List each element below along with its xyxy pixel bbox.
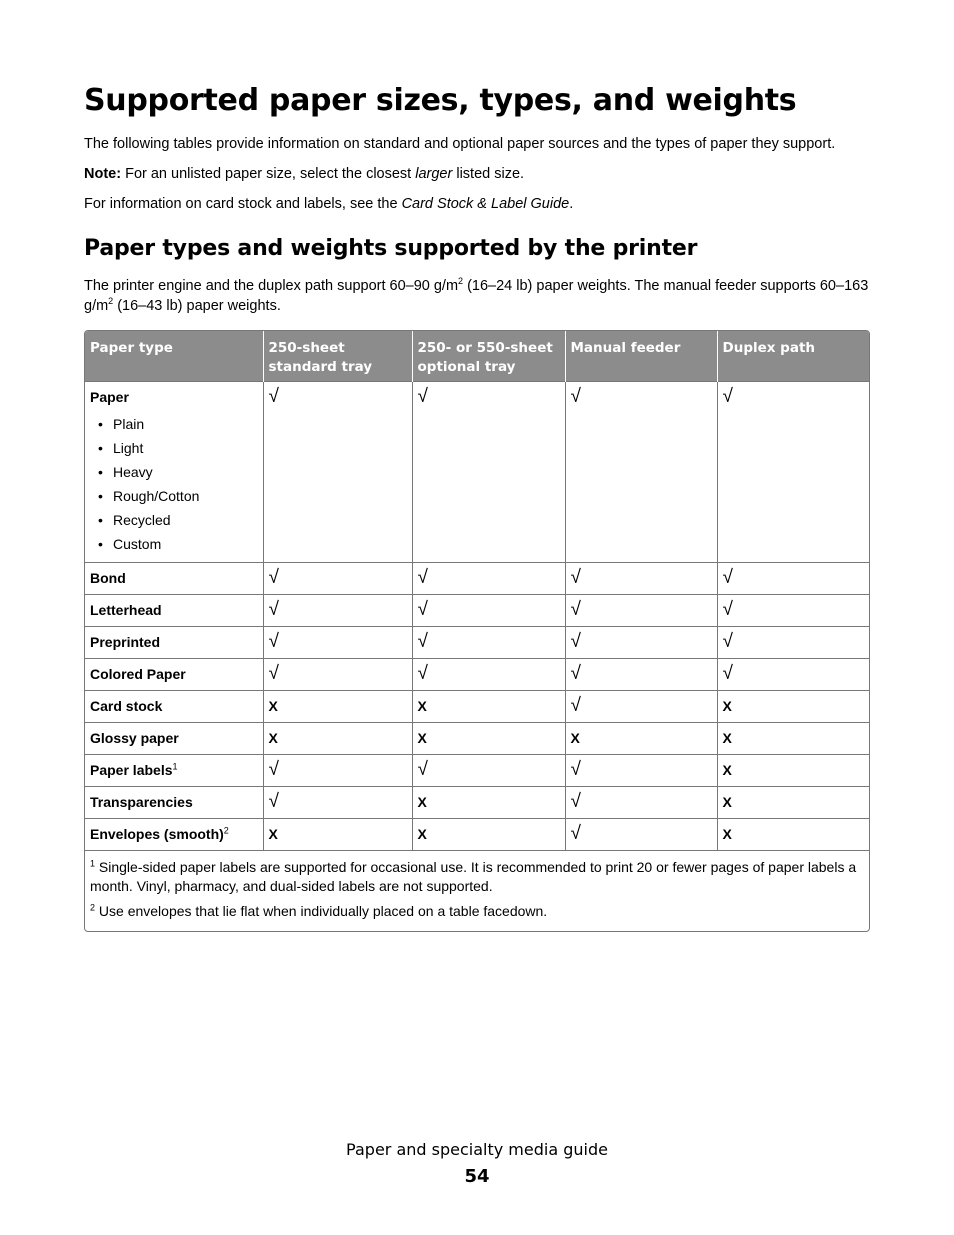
check-mark-icon: √	[717, 659, 870, 691]
row-label: Transparencies	[90, 794, 193, 810]
column-header: Paper type	[85, 331, 263, 382]
footnote-marker: 1	[172, 761, 178, 772]
check-mark-icon: √	[565, 819, 717, 851]
note-text-post: listed size.	[452, 166, 525, 182]
check-mark-icon: √	[412, 382, 565, 563]
row-label-cell	[85, 595, 263, 627]
footnote-number: 2	[90, 902, 96, 913]
weights-text-1: The printer engine and the duplex path support 60–90 g/m	[84, 278, 459, 294]
x-mark: X	[412, 691, 565, 723]
footnote	[90, 902, 866, 921]
intro-paragraph: The following tables provide information on standard and optional paper sources and the types of paper they support.	[84, 136, 836, 152]
check-mark-icon: √	[412, 595, 565, 627]
x-mark: X	[717, 787, 870, 819]
footnote-text: Use envelopes that lie flat when individually placed on a table facedown.	[95, 903, 548, 919]
list-item: • Heavy	[90, 460, 258, 484]
table-row	[85, 819, 870, 851]
row-label-cell	[85, 755, 263, 787]
check-mark-icon: √	[263, 787, 412, 819]
weights-text-2: (16–24 lb) paper weights. The manual feeder supports 60–163 g/m	[84, 278, 869, 314]
check-mark-icon: √	[263, 382, 412, 563]
note-text-pre: For an unlisted paper size, select the closest	[121, 166, 416, 182]
check-mark-icon: √	[565, 595, 717, 627]
table-row	[85, 627, 870, 659]
table-row	[85, 787, 870, 819]
column-header: 250- or 550-sheet optional tray	[412, 331, 565, 382]
note-emphasis: larger	[415, 166, 453, 182]
column-header: 250-sheet standard tray	[263, 331, 412, 382]
row-label: Glossy paper	[90, 730, 179, 746]
column-header: Duplex path	[717, 331, 870, 382]
check-mark-icon: √	[565, 659, 717, 691]
row-label: Envelopes (smooth)	[90, 826, 224, 842]
weights-text-3: (16–43 lb) paper weights.	[113, 298, 281, 314]
check-mark-icon: √	[263, 755, 412, 787]
row-label: Paper	[90, 389, 129, 405]
footnote-number: 1	[90, 858, 96, 869]
x-mark: X	[717, 691, 870, 723]
footnote	[90, 858, 866, 896]
table-row	[85, 563, 870, 595]
cardstock-guide-title: Card Stock & Label Guide	[401, 196, 570, 212]
check-mark-icon: √	[412, 659, 565, 691]
paper-types-table-container	[84, 330, 870, 932]
x-mark: X	[263, 691, 412, 723]
row-label: Letterhead	[90, 602, 162, 618]
row-label: Colored Paper	[90, 666, 186, 682]
row-label-cell	[85, 819, 263, 851]
cardstock-text-pre: For information on card stock and labels, see the	[84, 196, 402, 212]
list-item: • Custom	[90, 532, 258, 556]
check-mark-icon: √	[412, 627, 565, 659]
check-mark-icon: √	[565, 691, 717, 723]
x-mark: X	[263, 723, 412, 755]
x-mark: X	[717, 819, 870, 851]
check-mark-icon: √	[565, 755, 717, 787]
footnotes-row	[85, 851, 870, 932]
superscript: 2	[108, 296, 114, 307]
footnotes-cell	[85, 851, 870, 932]
x-mark: X	[412, 819, 565, 851]
list-item: • Plain	[90, 412, 258, 436]
check-mark-icon: √	[717, 382, 870, 563]
table-row	[85, 595, 870, 627]
footnote-marker: 2	[223, 825, 229, 836]
check-mark-icon: √	[565, 627, 717, 659]
check-mark-icon: √	[717, 595, 870, 627]
row-label: Bond	[90, 570, 126, 586]
footnote-text: Single-sided paper labels are supported for occasional use. It is recommended to print 20 or fewer pages of paper labels a month. Vinyl, pharmacy, and dual-sided labels are not supported.	[90, 859, 857, 894]
list-item: • Light	[90, 436, 258, 460]
check-mark-icon: √	[565, 787, 717, 819]
footer-title: Paper and specialty media guide	[346, 1140, 608, 1159]
column-header: Manual feeder	[565, 331, 717, 382]
list-item: • Rough/Cotton	[90, 484, 258, 508]
table-row	[85, 723, 870, 755]
x-mark: X	[717, 723, 870, 755]
check-mark-icon: √	[412, 563, 565, 595]
check-mark-icon: √	[263, 563, 412, 595]
superscript: 2	[458, 276, 464, 287]
table-header-row	[85, 331, 870, 382]
check-mark-icon: √	[717, 627, 870, 659]
x-mark: X	[412, 723, 565, 755]
page-title: Supported paper sizes, types, and weights	[84, 83, 797, 118]
row-label-cell	[85, 563, 263, 595]
row-label-cell	[85, 723, 263, 755]
table-row	[85, 659, 870, 691]
x-mark: X	[565, 723, 717, 755]
row-label: Preprinted	[90, 634, 161, 650]
cardstock-text-post: .	[569, 196, 574, 212]
row-label-cell	[85, 627, 263, 659]
check-mark-icon: √	[263, 659, 412, 691]
table-row	[85, 382, 870, 563]
weights-paragraph	[84, 276, 870, 316]
check-mark-icon: √	[263, 595, 412, 627]
row-label-cell	[85, 787, 263, 819]
table-row	[85, 755, 870, 787]
row-label-cell	[85, 691, 263, 723]
row-label: Paper labels	[90, 762, 173, 778]
x-mark: X	[717, 755, 870, 787]
cardstock-paragraph	[84, 194, 870, 214]
x-mark: X	[412, 787, 565, 819]
check-mark-icon: √	[565, 563, 717, 595]
paper-subtype-list	[90, 412, 258, 556]
row-label-cell	[85, 659, 263, 691]
page-number: 54	[464, 1166, 490, 1187]
note-label: Note:	[84, 166, 122, 182]
document-page	[84, 80, 870, 932]
check-mark-icon: √	[263, 627, 412, 659]
paper-types-table	[85, 331, 870, 931]
row-label-cell	[85, 382, 263, 563]
check-mark-icon: √	[565, 382, 717, 563]
x-mark: X	[263, 819, 412, 851]
check-mark-icon: √	[717, 563, 870, 595]
section-heading: Paper types and weights supported by the printer	[84, 236, 698, 261]
note-paragraph	[84, 164, 870, 184]
table-row	[85, 691, 870, 723]
check-mark-icon: √	[412, 755, 565, 787]
row-label: Card stock	[90, 698, 163, 714]
list-item: • Recycled	[90, 508, 258, 532]
page-footer	[0, 1138, 954, 1192]
